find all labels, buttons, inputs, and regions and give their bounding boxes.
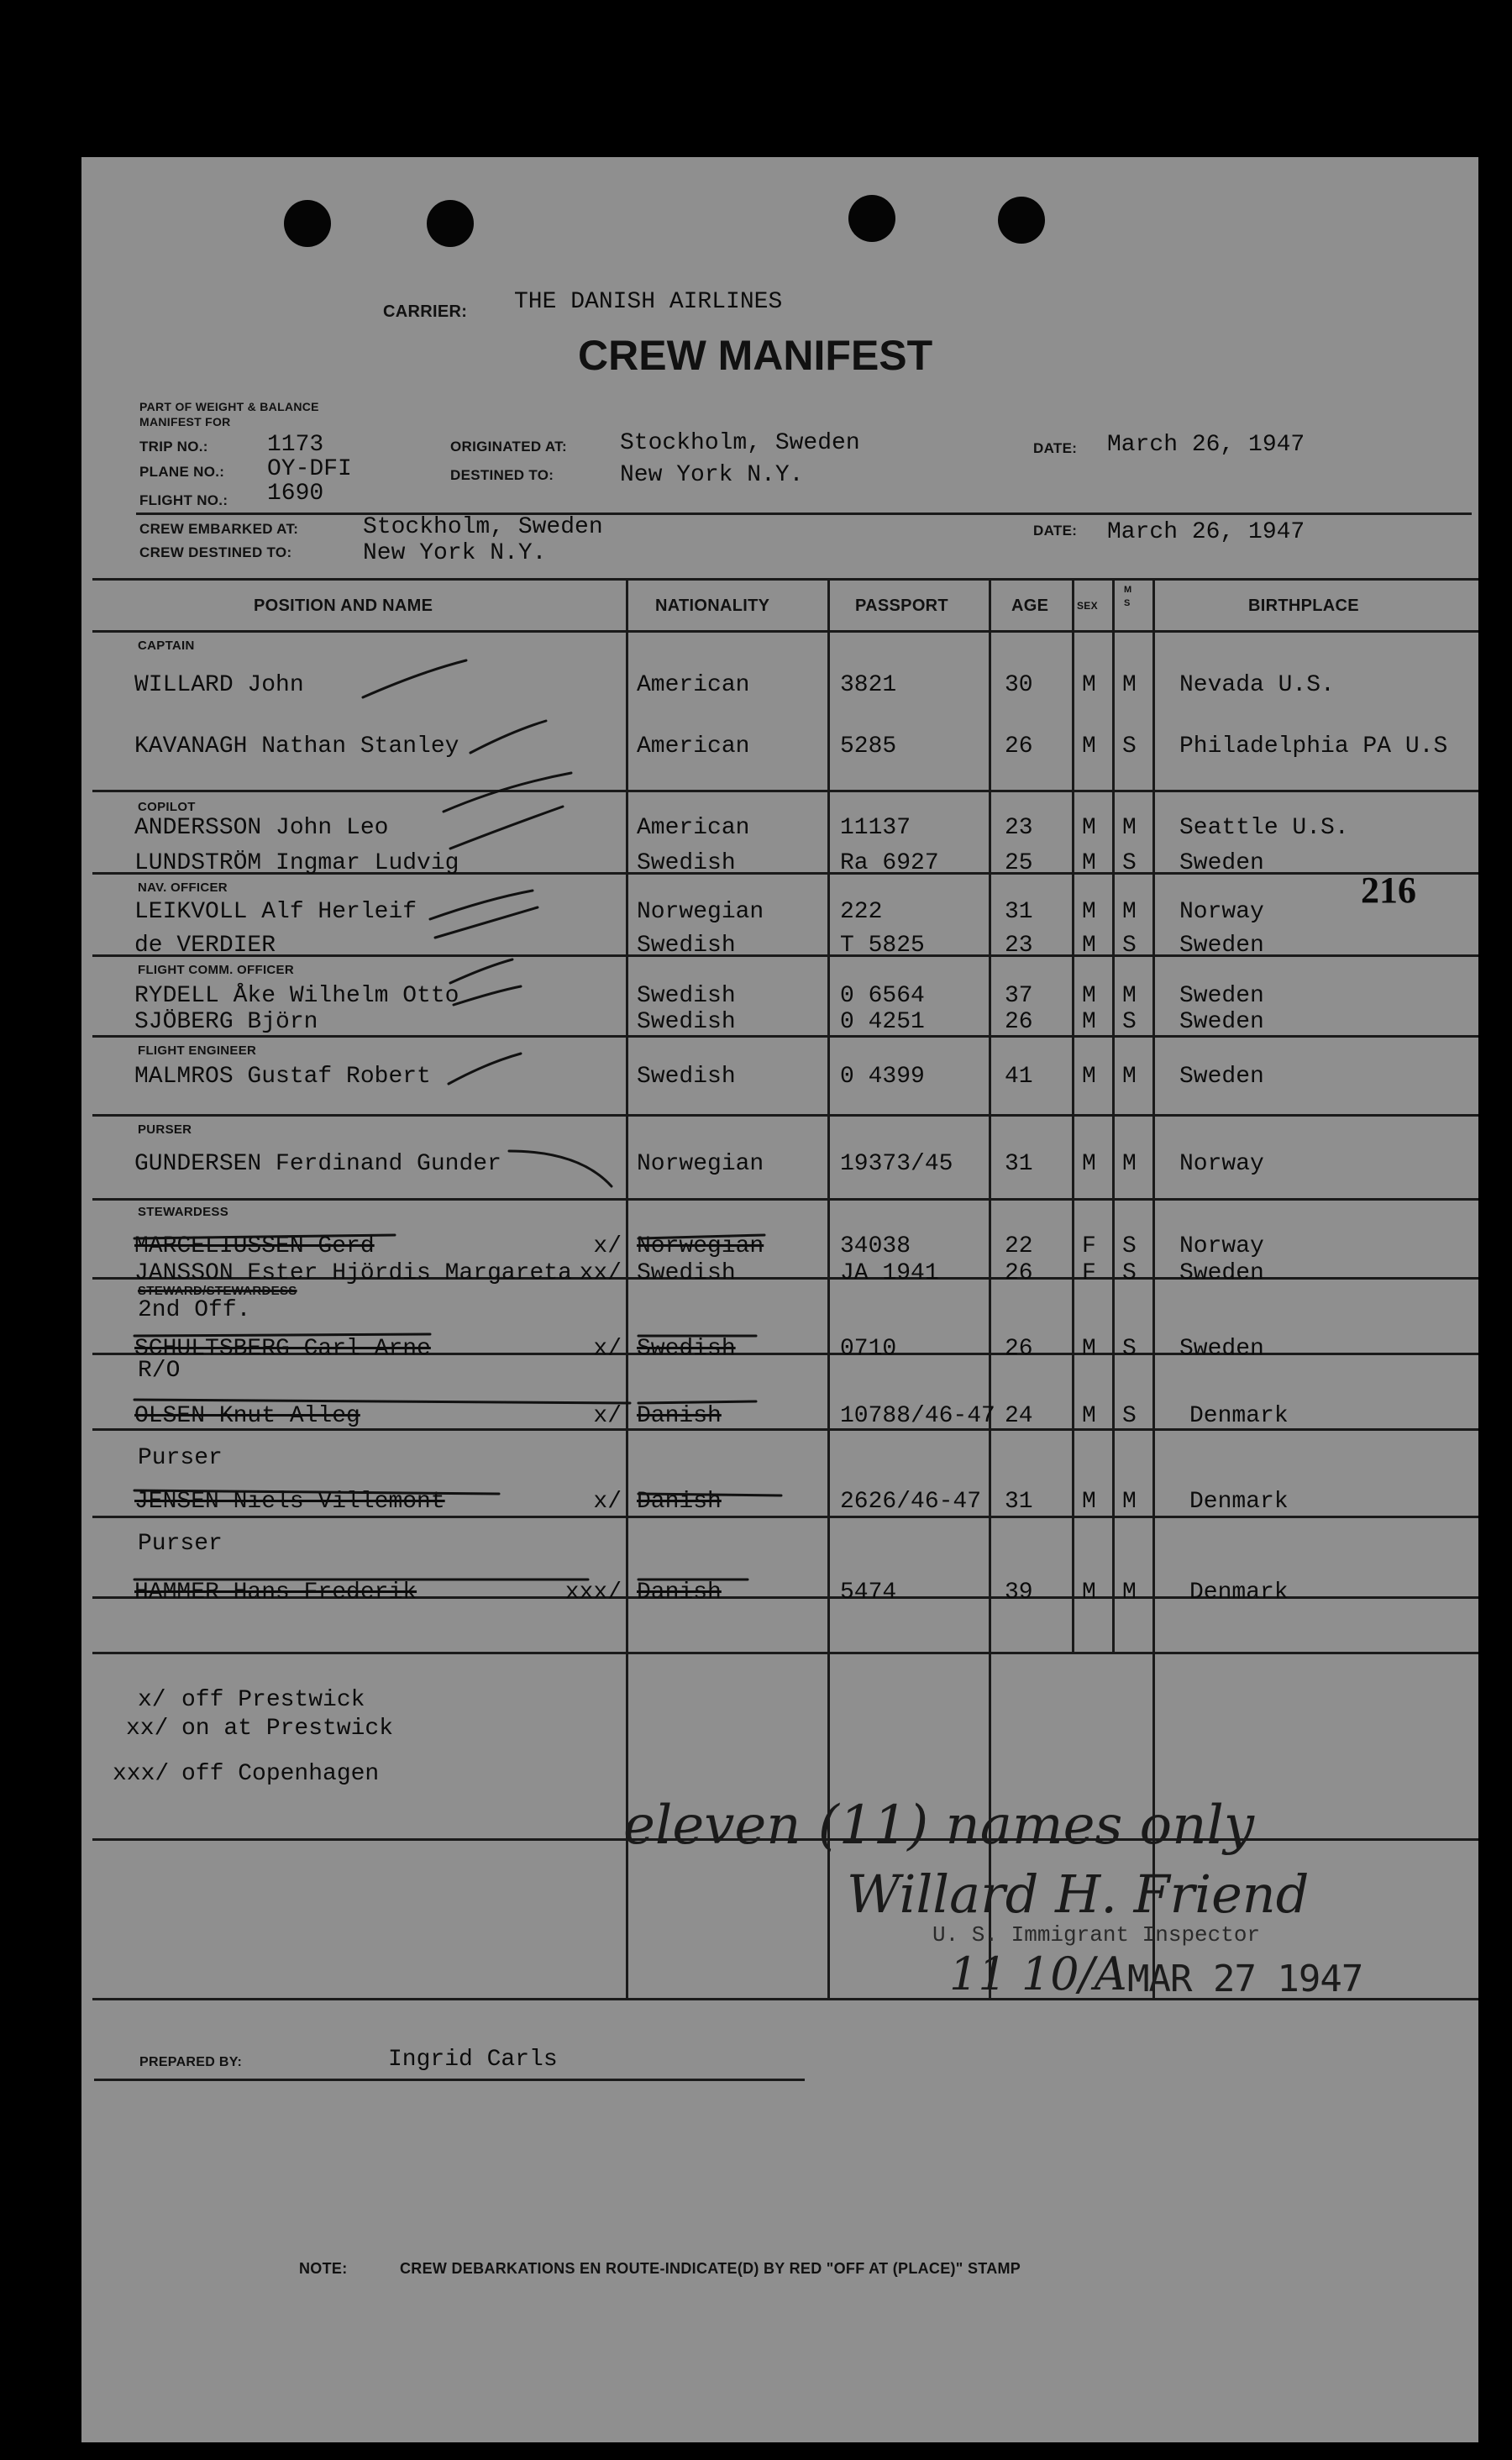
section-engineer: FLIGHT ENGINEER [138,1043,257,1058]
weight-balance-label: PART OF WEIGHT & BALANCE [139,400,319,413]
crew-birthplace: Norway [1179,1233,1264,1259]
crew-passport: 0 4251 [840,1009,925,1035]
crew-name: ANDERSSON John Leo [134,815,389,841]
crew-sex: M [1082,1151,1096,1177]
crew-birthplace: Sweden [1179,1009,1264,1035]
inspector-signature: Willard H. Friend [847,1863,1310,1925]
legend-text-1: off Prestwick [181,1687,365,1713]
crew-destined: New York N.Y. [363,540,547,566]
crew-name: KAVANAGH Nathan Stanley [134,733,459,760]
crew-passport: 0 6564 [840,983,925,1009]
prepared-by: Ingrid Carls [388,2047,558,2073]
crew-mark: xx/ [579,1260,622,1286]
crew-marital: S [1122,1009,1137,1035]
crew-age: 22 [1005,1233,1033,1259]
crew-passport: 0 4399 [840,1064,925,1090]
crew-sex: M [1082,1336,1096,1362]
crew-nationality: Norwegian [637,899,764,925]
crew-marital: S [1122,1260,1137,1286]
plane-no: OY-DFI [267,456,352,482]
crew-sex: F [1082,1233,1096,1259]
crew-name: MALMROS Gustaf Robert [134,1064,431,1090]
crew-marital: S [1122,1336,1137,1362]
trip-no: 1173 [267,432,324,458]
crew-sex: M [1082,1403,1096,1429]
crew-passport: Ra 6927 [840,850,939,876]
crew-name: LUNDSTRÖM Ingmar Ludvig [134,850,459,876]
col-header-position: POSITION AND NAME [254,597,433,615]
handwritten-note: eleven (11) names only [623,1795,1255,1857]
crew-birthplace: Sweden [1179,1064,1264,1090]
crew-marital: S [1122,1233,1137,1259]
crew-birthplace: Norway [1179,1151,1264,1177]
col-header-sex: SEX [1077,600,1098,612]
legend-mark-1: x/ [138,1687,166,1713]
crew-sex: M [1082,933,1096,959]
crew-nationality: Swedish [637,850,736,876]
legend-mark-3: xxx/ [113,1761,170,1787]
crew-age: 26 [1005,733,1033,760]
crew-mark: x/ [593,1336,622,1362]
row-position-note: 2nd Off. [138,1297,251,1323]
crew-age: 41 [1005,1064,1033,1090]
flight-no: 1690 [267,481,324,507]
crew-age: 26 [1005,1009,1033,1035]
crew-name: RYDELL Åke Wilhelm Otto [134,983,459,1009]
col-header-age: AGE [1011,597,1049,615]
crew-age: 25 [1005,850,1033,876]
crew-sex: M [1082,1489,1096,1515]
crew-age: 31 [1005,899,1033,925]
crew-nationality: Norwegian [637,1151,764,1177]
section-captain: CAPTAIN [138,639,195,653]
note-text: CREW DEBARKATIONS EN ROUTE-INDICATE(D) BY RED "OFF AT (PLACE)" STAMP [400,2260,1021,2277]
section-stewardess: STEWARDESS [138,1205,229,1219]
originated-at: Stockholm, Sweden [620,430,860,456]
destined-label: DESTINED TO: [450,467,554,483]
crew-passport: 3821 [840,672,897,698]
section-nav-officer: NAV. OFFICER [138,880,228,895]
crew-birthplace: Sweden [1179,1260,1264,1286]
row-position-note: Purser [138,1445,223,1471]
col-header-ms: M S [1124,585,1132,608]
manifest-for-label: MANIFEST FOR [139,415,231,428]
crew-sex: M [1082,1580,1096,1606]
legend-mark-2: xx/ [126,1716,169,1742]
crew-embarked-label: CREW EMBARKED AT: [139,521,299,537]
crew-passport: T 5825 [840,933,925,959]
crew-passport: 2626/46-47 [840,1489,982,1515]
date-value: March 26, 1947 [1107,432,1305,458]
crew-marital: M [1122,983,1137,1009]
crew-nationality: Swedish [637,933,736,959]
crew-name: JENSEN Niels Villemont [134,1489,445,1515]
crew-name: SJÖBERG Björn [134,1009,318,1035]
crew-name: LEIKVOLL Alf Herleif [134,899,417,925]
crew-age: 30 [1005,672,1033,698]
crew-sex: M [1082,1064,1096,1090]
crew-age: 39 [1005,1580,1033,1606]
crew-passport: 222 [840,899,883,925]
crew-nationality: Danish [637,1403,722,1429]
crew-nationality: Danish [637,1489,722,1515]
crew-sex: M [1082,1009,1096,1035]
crew-sex: M [1082,899,1096,925]
crew-name: JANSSON Ester Hjördis Margareta [134,1260,572,1286]
crew-birthplace: Denmark [1189,1403,1289,1429]
crew-age: 26 [1005,1260,1033,1286]
flight-no-label: FLIGHT NO.: [139,492,228,508]
prepared-by-label: PREPARED BY: [139,2055,243,2069]
crew-birthplace: Sweden [1179,850,1264,876]
date2-value: March 26, 1947 [1107,519,1305,545]
crew-passport: 19373/45 [840,1151,953,1177]
carrier-label: CARRIER: [383,302,468,321]
crew-marital: M [1122,672,1137,698]
section-purser: PURSER [138,1122,192,1137]
crew-age: 23 [1005,933,1033,959]
crew-destined-label: CREW DESTINED TO: [139,544,292,560]
crew-sex: M [1082,850,1096,876]
crew-age: 26 [1005,1336,1033,1362]
plane-no-label: PLANE NO.: [139,464,225,480]
crew-nationality: Swedish [637,983,736,1009]
page-title: CREW MANIFEST [578,332,933,379]
crew-marital: M [1122,1151,1137,1177]
row-position-note: R/O [138,1358,181,1384]
inspector-code: 11 10/A [949,1948,1127,2000]
crew-name: MARCELIUSSEN Gerd [134,1233,375,1259]
crew-nationality: American [637,815,750,841]
crew-marital: M [1122,1580,1137,1606]
crew-passport: 10788/46-47 [840,1403,995,1429]
crew-nationality: Swedish [637,1009,736,1035]
originated-label: ORIGINATED AT: [450,439,567,455]
crew-age: 24 [1005,1403,1033,1429]
crew-mark: x/ [593,1489,622,1515]
crew-birthplace: Philadelphia PA U.S [1179,733,1448,760]
crew-passport: 34038 [840,1233,911,1259]
crew-nationality: American [637,733,750,760]
crew-birthplace: Denmark [1189,1580,1289,1606]
crew-sex: M [1082,983,1096,1009]
crew-nationality: Danish [637,1580,722,1606]
crew-birthplace: Sweden [1179,933,1264,959]
crew-name: OLSEN Knut Alleg [134,1403,360,1429]
carrier-name: THE DANISH AIRLINES [514,289,783,315]
crew-passport: 5474 [840,1580,897,1606]
crew-age: 37 [1005,983,1033,1009]
legend-text-3: off Copenhagen [181,1761,380,1787]
date-stamp: MAR 27 1947 [1127,1958,1363,2000]
crew-marital: M [1122,899,1137,925]
trip-no-label: TRIP NO.: [139,439,208,455]
col-header-passport: PASSPORT [855,597,948,615]
section-copilot: COPILOT [138,800,196,814]
page-number: 216 [1361,870,1416,911]
crew-birthplace: Norway [1179,899,1264,925]
crew-name: HAMMER Hans Frederik [134,1580,417,1606]
crew-nationality: Swedish [637,1260,736,1286]
crew-mark: xxx/ [564,1580,622,1606]
crew-passport: 0710 [840,1336,897,1362]
crew-name: WILLARD John [134,672,304,698]
crew-marital: M [1122,1064,1137,1090]
destined-to: New York N.Y. [620,462,804,488]
crew-birthplace: Nevada U.S. [1179,672,1335,698]
date2-label: DATE: [1033,523,1078,539]
crew-nationality: Swedish [637,1336,736,1362]
crew-marital: M [1122,815,1137,841]
crew-age: 23 [1005,815,1033,841]
crew-sex: F [1082,1260,1096,1286]
crew-passport: JA 1941 [840,1260,939,1286]
crew-name: GUNDERSEN Ferdinand Gunder [134,1151,501,1177]
crew-marital: S [1122,1403,1137,1429]
crew-passport: 5285 [840,733,897,760]
crew-passport: 11137 [840,815,911,841]
crew-marital: S [1122,933,1137,959]
col-header-birthplace: BIRTHPLACE [1248,597,1359,615]
crew-age: 31 [1005,1489,1033,1515]
crew-age: 31 [1005,1151,1033,1177]
crew-name: de VERDIER [134,933,276,959]
date-label: DATE: [1033,440,1078,456]
section-flight-comm: FLIGHT COMM. OFFICER [138,963,294,977]
crew-birthplace: Sweden [1179,983,1264,1009]
crew-mark: x/ [593,1233,622,1259]
legend-text-2: on at Prestwick [181,1716,394,1742]
crew-sex: M [1082,672,1096,698]
crew-name: SCHULTSBERG Carl Arne [134,1336,431,1362]
section-crossed: STEWARD/STEWARDESS [138,1284,297,1298]
crew-mark: x/ [593,1403,622,1429]
crew-birthplace: Denmark [1189,1489,1289,1515]
crew-nationality: Norwegian [637,1233,764,1259]
crew-marital: S [1122,733,1137,760]
crew-birthplace: Sweden [1179,1336,1264,1362]
inspector-title: U. S. Immigrant Inspector [932,1922,1261,1948]
crew-nationality: Swedish [637,1064,736,1090]
crew-marital: M [1122,1489,1137,1515]
col-header-nationality: NATIONALITY [655,597,770,615]
crew-marital: S [1122,850,1137,876]
note-label: NOTE: [299,2260,348,2277]
crew-birthplace: Seattle U.S. [1179,815,1349,841]
crew-nationality: American [637,672,750,698]
crew-sex: M [1082,815,1096,841]
crew-embarked: Stockholm, Sweden [363,514,603,540]
row-position-note: Purser [138,1531,223,1557]
crew-sex: M [1082,733,1096,760]
